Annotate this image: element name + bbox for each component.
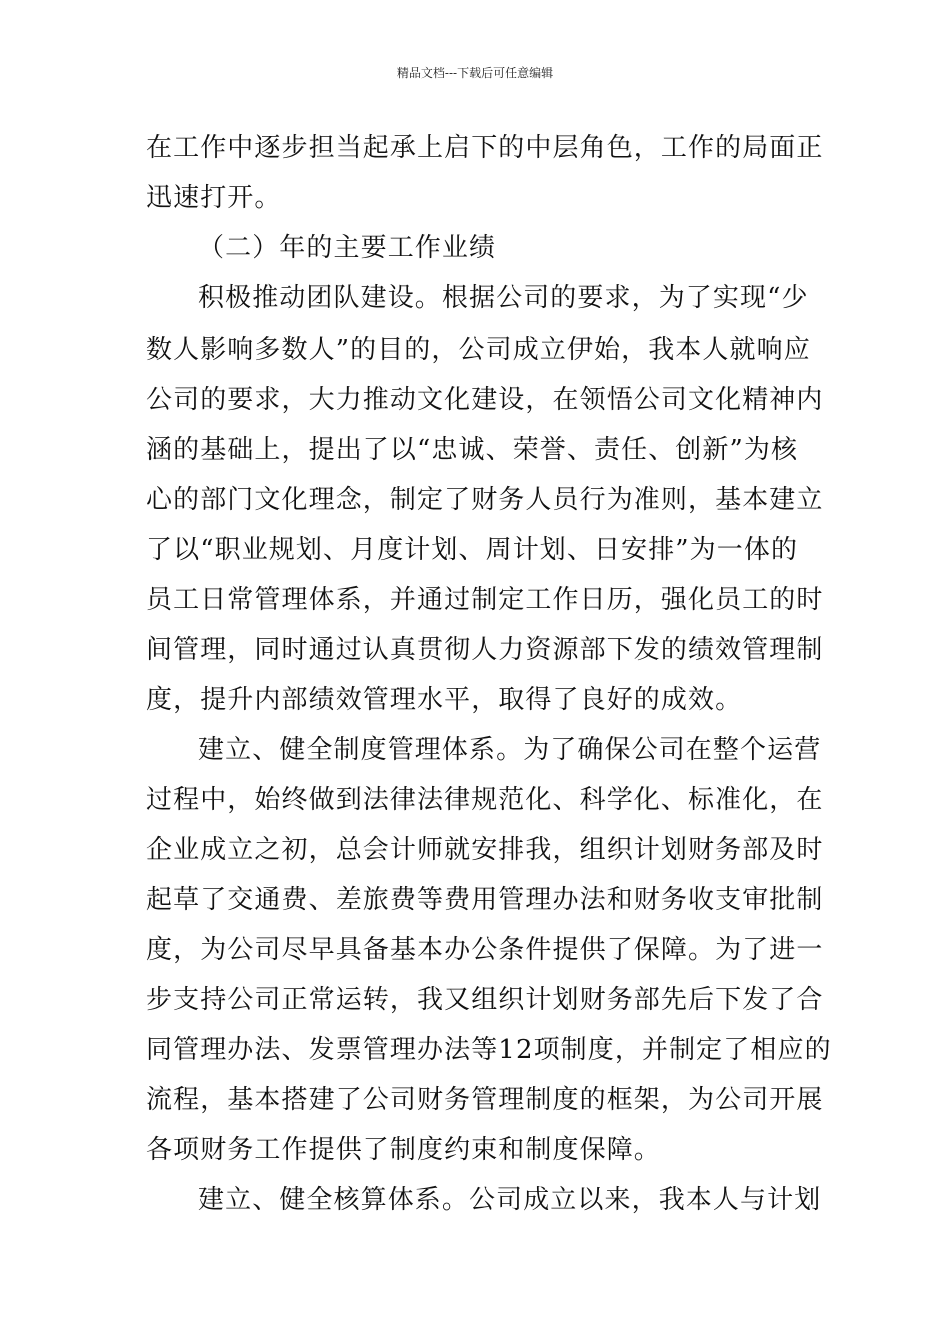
page-header: 精品文档---下载后可任意编辑 — [396, 66, 554, 80]
text-line: 度，为公司尽早具备基本办公条件提供了保障。为了进一 — [146, 935, 824, 965]
text-line: 企业成立之初，总会计师就安排我，组织计划财务部及时 — [146, 835, 824, 865]
text-line: 在工作中逐步担当起承上启下的中层角色，工作的局面正 — [146, 133, 824, 163]
text-line: 步支持公司正常运转，我又组织计划财务部先后下发了合 — [146, 985, 824, 1015]
text-line: 间管理，同时通过认真贯彻人力资源部下发的绩效管理制 — [146, 635, 824, 665]
text-line: 起草了交通费、差旅费等费用管理办法和财务收支审批制 — [146, 885, 824, 915]
text-line: 同管理办法、发票管理办法等12项制度，并制定了相应的 — [146, 1035, 832, 1065]
text-line: 数人影响多数人”的目的，公司成立伊始，我本人就响应 — [146, 335, 811, 365]
text-line: 了以“职业规划、月度计划、周计划、日安排”为一体的 — [146, 535, 799, 565]
text-line: 度，提升内部绩效管理水平，取得了良好的成效。 — [146, 685, 743, 715]
text-line: 公司的要求，大力推动文化建设，在领悟公司文化精神内 — [146, 385, 824, 415]
text-line: 员工日常管理体系，并通过制定工作日历，强化员工的时 — [146, 585, 824, 615]
text-line: 涵的基础上，提出了以“忠诚、荣誉、责任、创新”为核 — [146, 435, 799, 465]
text-line: 流程，基本搭建了公司财务管理制度的框架，为公司开展 — [146, 1085, 824, 1115]
text-line: 建立、健全制度管理体系。为了确保公司在整个运营 — [198, 735, 822, 765]
text-line: 迅速打开。 — [146, 183, 282, 213]
text-line: 心的部门文化理念，制定了财务人员行为准则，基本建立 — [146, 485, 824, 515]
section-heading: （二）年的主要工作业绩 — [198, 233, 497, 263]
text-line: 过程中，始终做到法律法律规范化、科学化、标准化，在 — [146, 785, 824, 815]
text-line: 各项财务工作提供了制度约束和制度保障。 — [146, 1135, 661, 1165]
text-line: 建立、健全核算体系。公司成立以来，我本人与计划 — [198, 1185, 822, 1215]
text-line: 积极推动团队建设。根据公司的要求，为了实现“少 — [198, 283, 809, 313]
